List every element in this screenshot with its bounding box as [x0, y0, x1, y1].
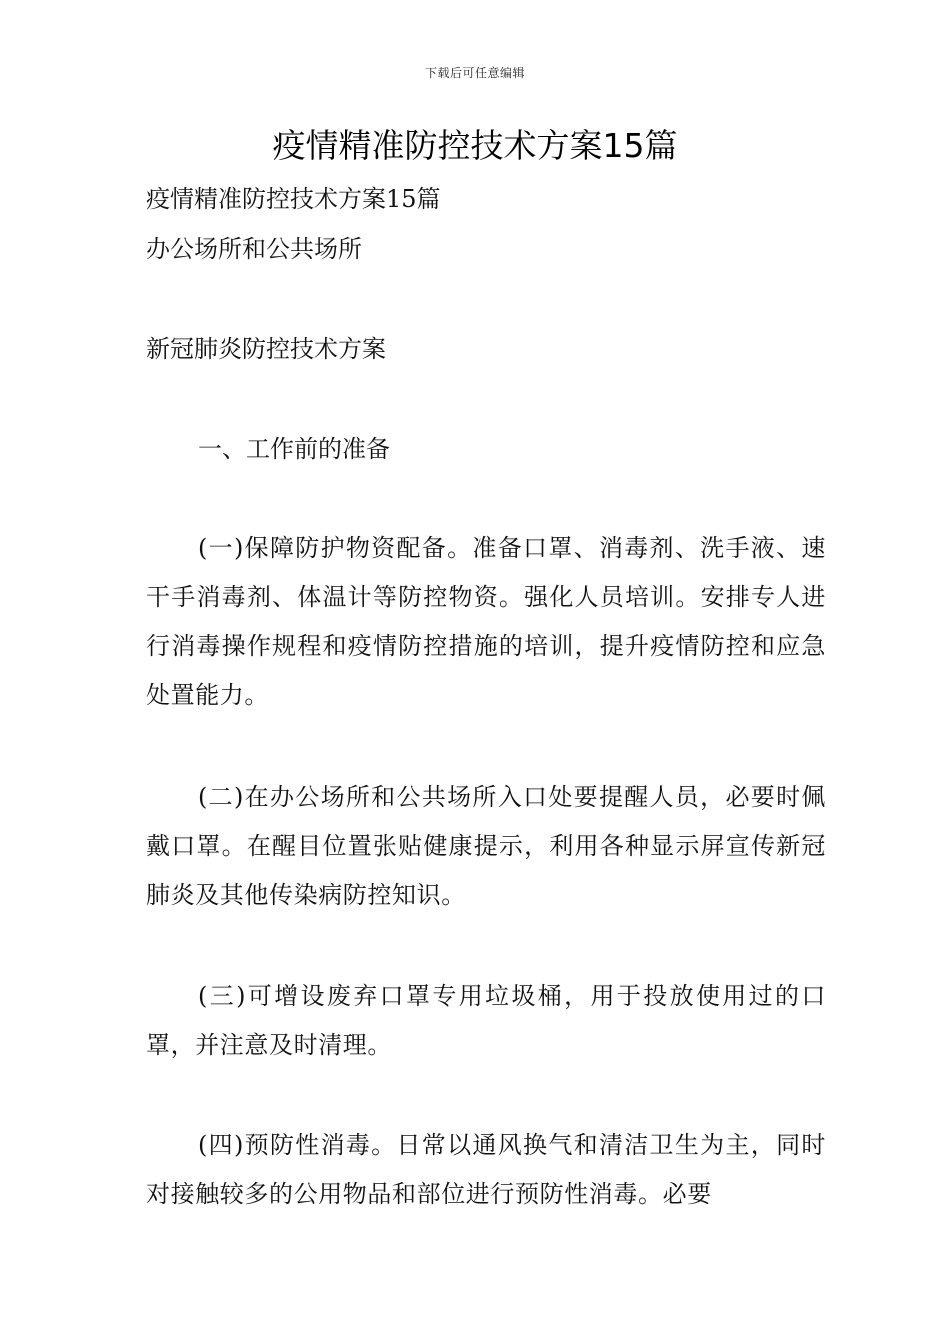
section-heading: 一、工作前的准备 — [198, 435, 390, 463]
document-title: 疫情精准防控技术方案15篇 — [272, 126, 678, 165]
document-subtitle: 疫情精准防控技术方案15篇 — [146, 185, 441, 213]
plan-title: 新冠肺炎防控技术方案 — [146, 335, 386, 363]
paragraph-4: (四)预防性消毒。日常以通风换气和清洁卫生为主，同时对接触较多的公用物品和部位进行预防性消毒。必要 — [146, 1131, 826, 1208]
paragraph-2: (二)在办公场所和公共场所入口处要提醒人员，必要时佩戴口罩。在醒目位置张贴健康提示，利用各种显示屏宣传新冠肺炎及其他传染病防控知识。 — [146, 783, 826, 909]
paragraph-1: (一)保障防护物资配备。准备口罩、消毒剂、洗手液、速干手消毒剂、体温计等防控物资。强化人员培训。安排专人进行消毒操作规程和疫情防控措施的培训，提升疫情防控和应急处置能力。 — [146, 534, 826, 709]
paragraph-3: (三)可增设废弃口罩专用垃圾桶，用于投放使用过的口罩，并注意及时清理。 — [146, 982, 826, 1059]
section-label: 办公场所和公共场所 — [146, 235, 362, 263]
header-note: 下载后可任意编辑 — [424, 66, 525, 80]
